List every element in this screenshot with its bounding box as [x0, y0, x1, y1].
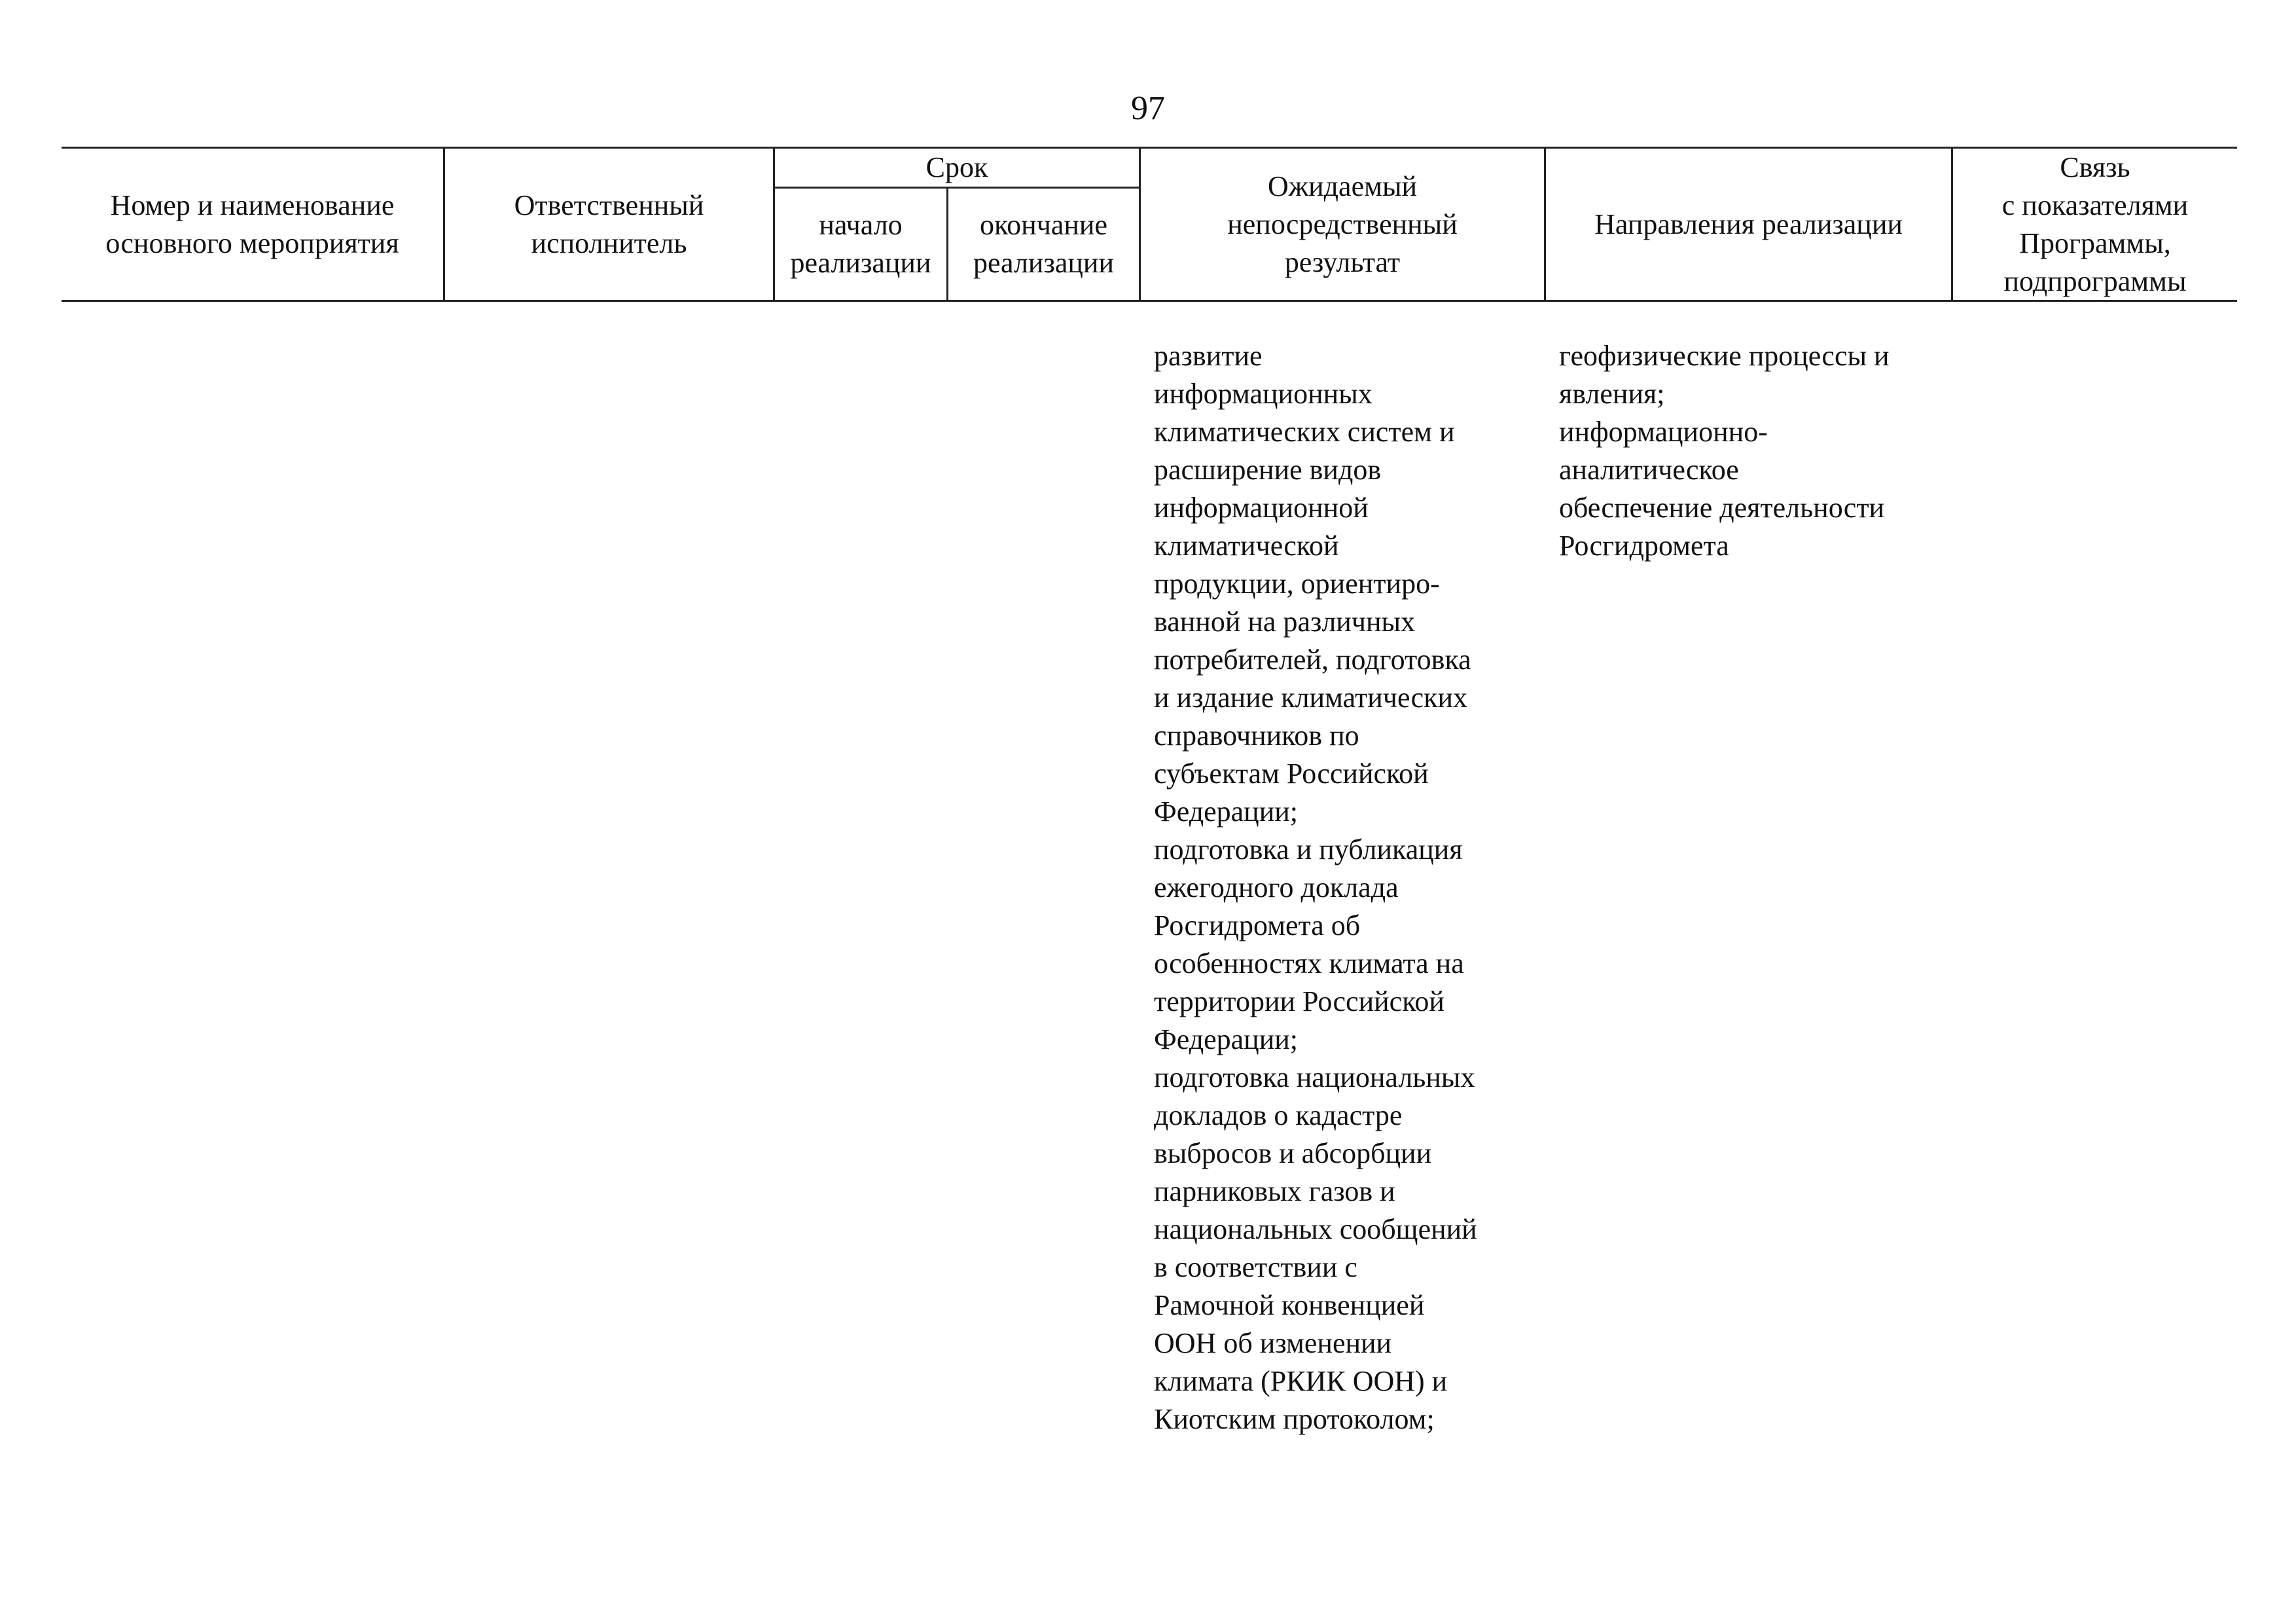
header-responsible: Ответственный исполнитель — [514, 189, 704, 259]
header-main-activity: Номер и наименование основного мероприятия — [105, 189, 399, 259]
page-number: 97 — [1131, 90, 1165, 127]
header-directions: Направления реализации — [1594, 208, 1903, 240]
header-expected-result: Ожидаемый непосредственный результат — [1227, 170, 1458, 278]
header-indicators-link: Связь с показателями Программы, подпрограммы — [2001, 151, 2189, 297]
header-srok-end: окончание реализации — [973, 209, 1115, 279]
header-srok: Срок — [925, 151, 988, 183]
cell-expected-result: развитие информационных климатических систем и расширение видов информационной климатической продукции, ориентиро- ванной на различных потребителей, подготовка и издание климатических справочников по субъектам Российской Федерации; подготовка и публикация ежегодного доклада Росгидромета об особенностях климата на территории Российской Федерации; подготовка национальных докладов о кадастре выбросов и абсорбции парниковых газов и национальных сообщений в соответствии с Рамочной конвенцией ООН об изменении климата (РКИК ООН) и Киотским протоколом; — [1154, 340, 1477, 1435]
table-header-bottom-border — [62, 300, 2237, 302]
cell-directions: геофизические процессы и явления; информационно- аналитическое обеспечение деятельности Росгидромета — [1559, 340, 1890, 562]
header-srok-start: начало реализации — [790, 209, 931, 279]
